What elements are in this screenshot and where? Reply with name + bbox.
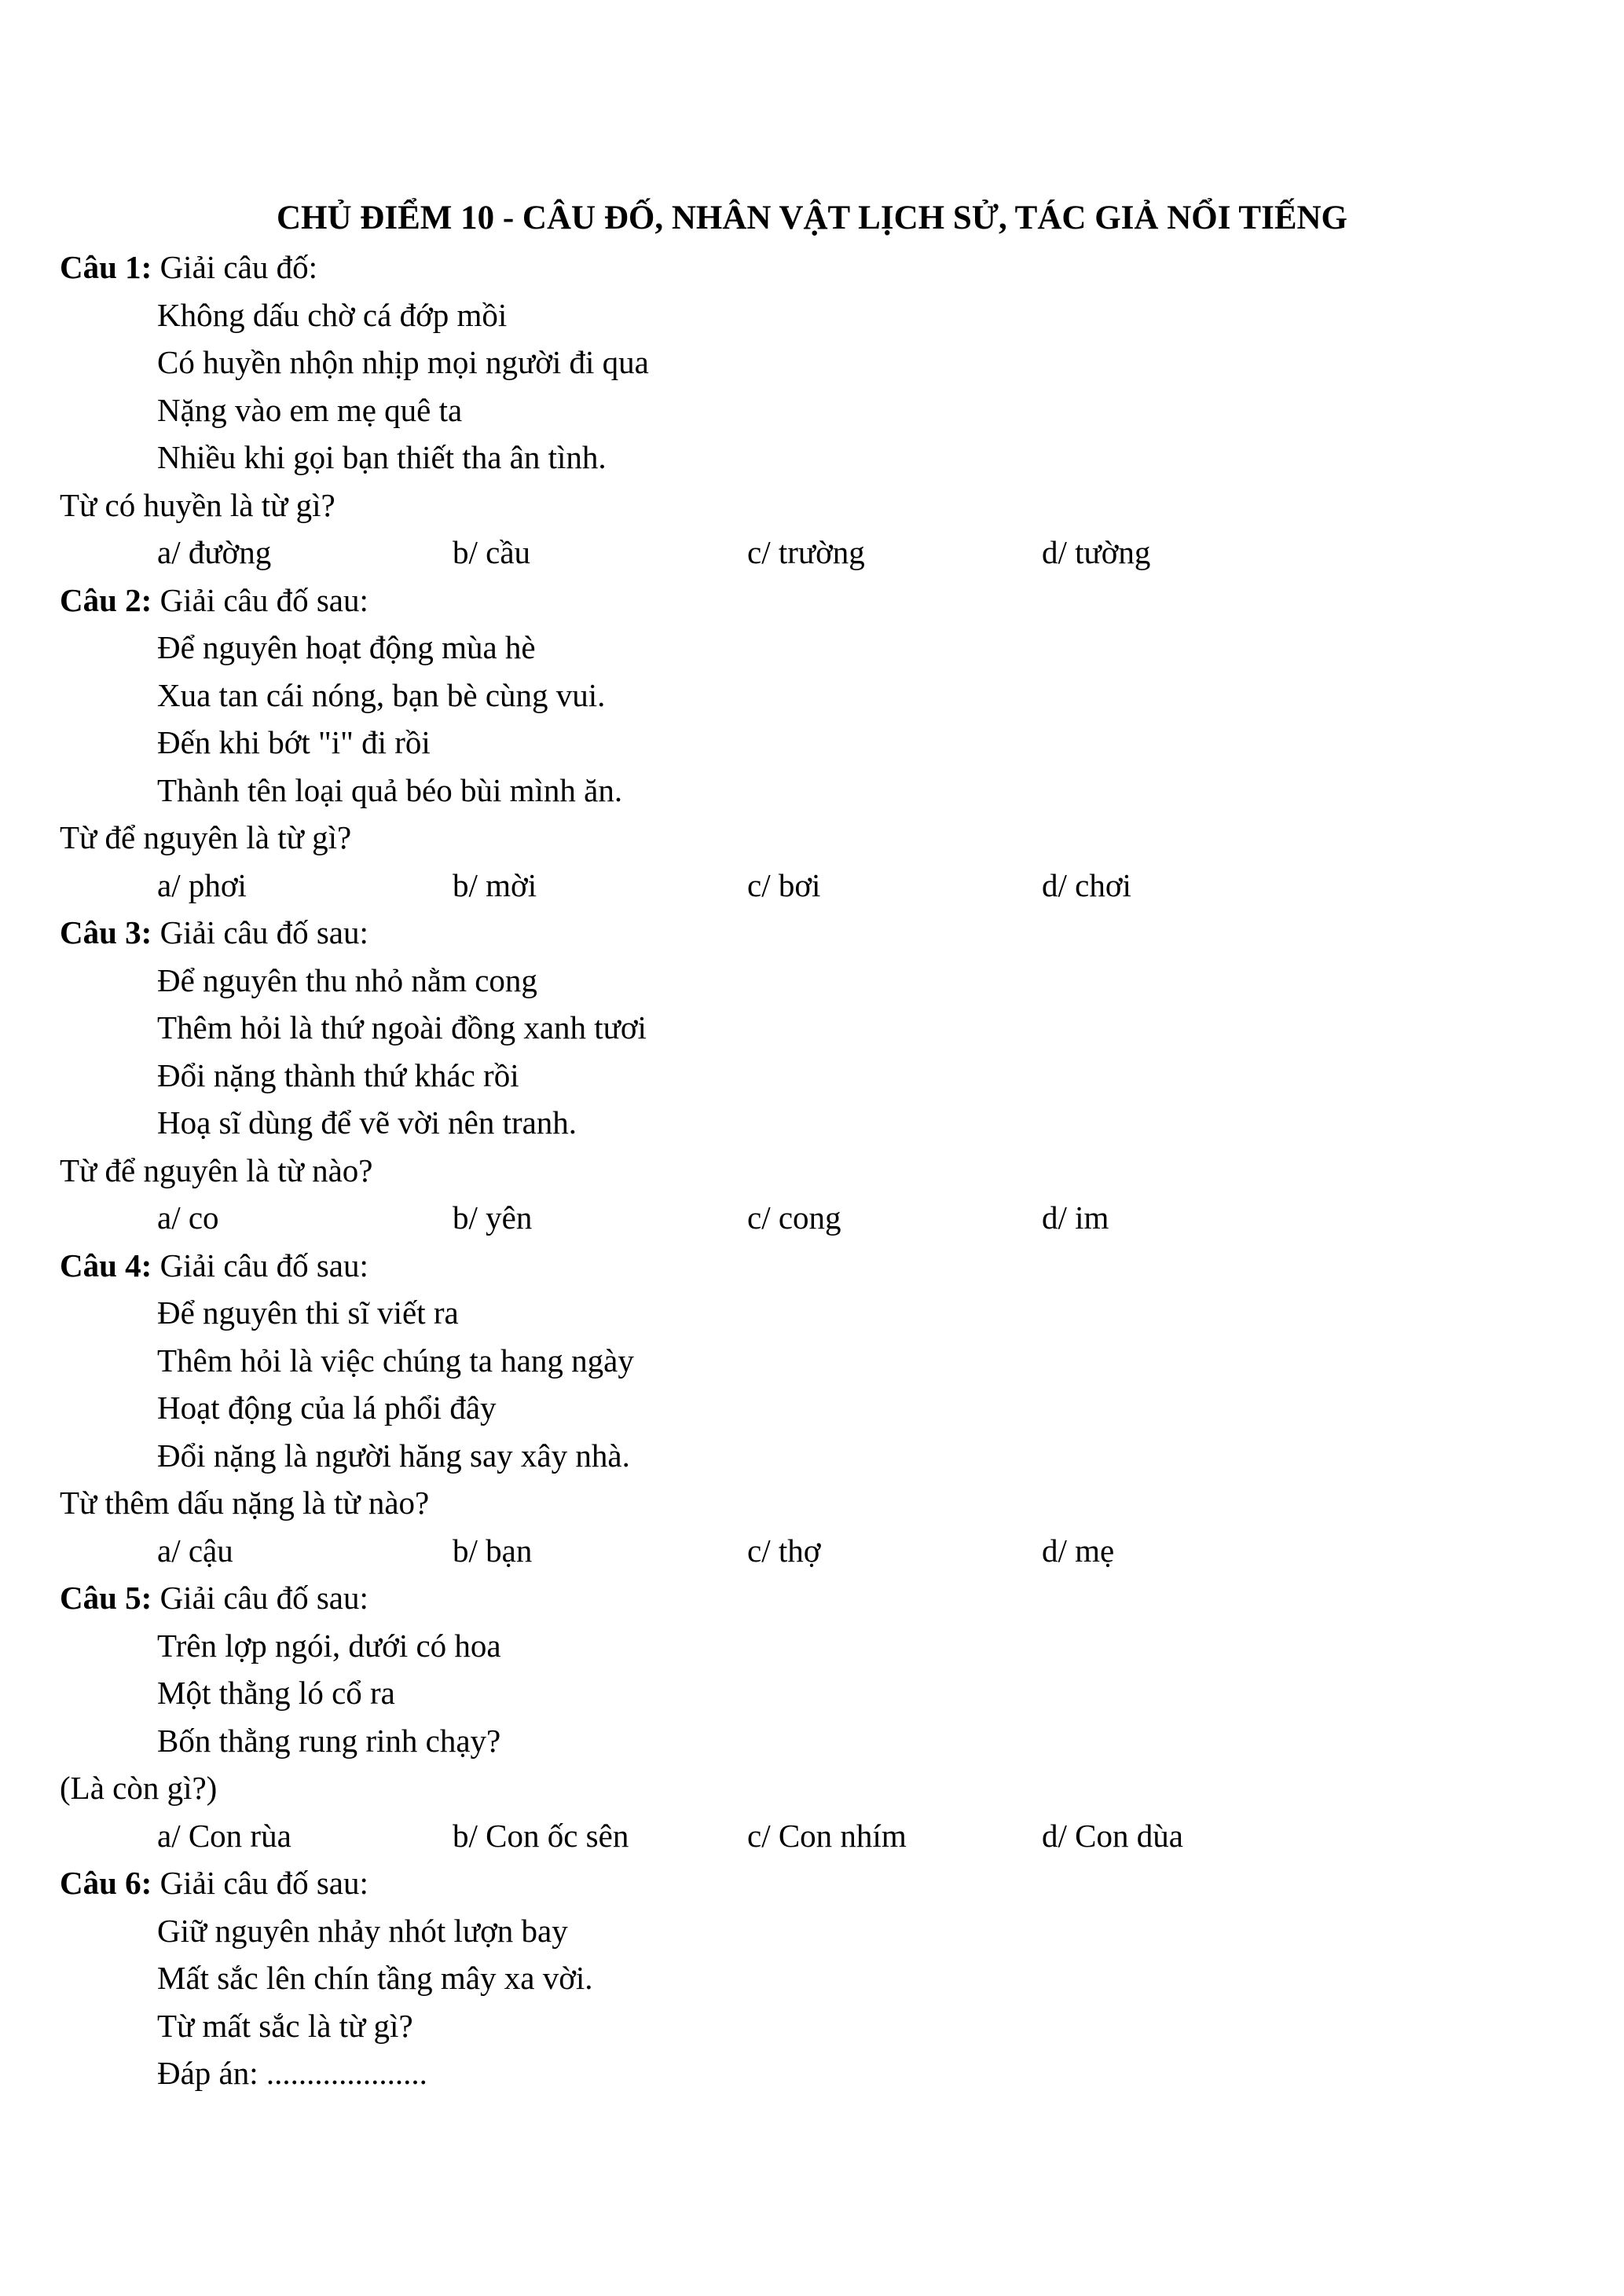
option-a: a/ cậu xyxy=(157,1532,233,1569)
question-label: Câu 6: xyxy=(60,1865,152,1901)
question-3 xyxy=(60,909,1564,1242)
option-c: c/ thợ xyxy=(747,1532,821,1569)
question-prompt: Giải câu đố sau: xyxy=(152,1580,368,1616)
poem-line: Để nguyên thu nhỏ nằm cong xyxy=(157,961,537,998)
question-prompt: Giải câu đố sau: xyxy=(152,914,368,950)
poem-line: Để nguyên hoạt động mùa hè xyxy=(157,629,536,665)
option-b: b/ mời xyxy=(453,866,537,903)
poem-line: Có huyền nhộn nhịp mọi người đi qua xyxy=(157,344,649,380)
option-c: c/ trường xyxy=(747,534,865,570)
answer-options xyxy=(60,1812,1564,1860)
option-d: d/ chơi xyxy=(1042,866,1131,903)
poem-line: Giữ nguyên nhảy nhót lượn bay xyxy=(157,1912,568,1949)
question-list xyxy=(60,244,1564,2097)
question-label: Câu 3: xyxy=(60,914,152,950)
question-prompt: Giải câu đố sau: xyxy=(152,1865,368,1901)
question-prompt: Giải câu đố sau: xyxy=(152,581,368,618)
answer-blank: Đáp án: .................... xyxy=(157,2055,427,2091)
poem-line: Thêm hỏi là thứ ngoài đồng xanh tươi xyxy=(157,1009,647,1045)
question-label: Câu 2: xyxy=(60,581,152,618)
option-c: c/ Con nhím xyxy=(747,1817,907,1854)
option-d: d/ im xyxy=(1042,1199,1109,1236)
poem-line: Bốn thằng rung rinh chạy? xyxy=(157,1722,501,1759)
poem-line: Nặng vào em mẹ quê ta xyxy=(157,391,463,428)
poem-line: Thêm hỏi là việc chúng ta hang ngày xyxy=(157,1342,634,1379)
option-a: a/ co xyxy=(157,1199,219,1236)
option-a: a/ phơi xyxy=(157,866,247,903)
page-title: CHỦ ĐIỂM 10 - CÂU ĐỐ, NHÂN VẬT LỊCH SỬ, TÁC GIẢ NỔI TIẾNG xyxy=(276,200,1348,236)
question-header xyxy=(60,1242,1564,1290)
option-c: c/ bơi xyxy=(747,866,821,903)
poem-line: Từ mất sắc là từ gì? xyxy=(157,2007,413,2044)
option-a: a/ Con rùa xyxy=(157,1817,291,1854)
poem-line: Mất sắc lên chín tầng mây xa vời. xyxy=(157,1960,593,1996)
option-b: b/ bạn xyxy=(453,1532,533,1569)
option-d: d/ mẹ xyxy=(1042,1532,1115,1569)
poem-line: Xua tan cái nóng, bạn bè cùng vui. xyxy=(157,676,606,713)
question-label: Câu 5: xyxy=(60,1580,152,1616)
poem-line: Đến khi bớt "i" đi rồi xyxy=(157,724,431,760)
option-b: b/ Con ốc sên xyxy=(453,1817,629,1854)
question-1 xyxy=(60,244,1564,577)
option-c: c/ cong xyxy=(747,1199,841,1236)
answer-options xyxy=(60,862,1564,910)
question-ask: Từ thêm dấu nặng là từ nào? xyxy=(60,1485,430,1521)
question-header xyxy=(60,909,1564,957)
poem-line: Thành tên loại quả béo bùi mình ăn. xyxy=(157,771,623,808)
question-ask: Từ để nguyên là từ nào? xyxy=(60,1152,373,1188)
question-header xyxy=(60,577,1564,624)
option-a: a/ đường xyxy=(157,534,272,570)
question-ask: (Là còn gì?) xyxy=(60,1770,218,1806)
question-prompt: Giải câu đố: xyxy=(152,249,317,285)
question-ask: Từ để nguyên là từ gì? xyxy=(60,819,352,855)
option-b: b/ yên xyxy=(453,1199,533,1236)
answer-options xyxy=(60,1527,1564,1575)
question-ask: Từ có huyền là từ gì? xyxy=(60,486,335,523)
question-header xyxy=(60,1574,1564,1622)
poem-line: Không dấu chờ cá đớp mồi xyxy=(157,296,508,333)
question-prompt: Giải câu đố sau: xyxy=(152,1247,368,1283)
option-b: b/ cầu xyxy=(453,534,531,570)
question-header xyxy=(60,244,1564,291)
option-d: d/ tường xyxy=(1042,534,1151,570)
poem-line: Nhiều khi gọi bạn thiết tha ân tình. xyxy=(157,439,607,475)
answer-options xyxy=(60,1194,1564,1242)
poem-line: Hoạ sĩ dùng để vẽ vời nên tranh. xyxy=(157,1104,577,1141)
poem-line: Trên lợp ngói, dưới có hoa xyxy=(157,1627,501,1664)
poem-line: Một thằng ló cổ ra xyxy=(157,1675,395,1711)
question-6 xyxy=(60,1859,1564,2097)
question-label: Câu 1: xyxy=(60,249,152,285)
answer-options xyxy=(60,529,1564,577)
poem-line: Hoạt động của lá phổi đây xyxy=(157,1390,497,1426)
poem-line: Đổi nặng thành thứ khác rồi xyxy=(157,1056,519,1093)
poem-line: Để nguyên thi sĩ viết ra xyxy=(157,1294,459,1331)
question-2 xyxy=(60,577,1564,910)
question-header xyxy=(60,1859,1564,1907)
poem-line: Đổi nặng là người hăng say xây nhà. xyxy=(157,1437,630,1474)
question-4 xyxy=(60,1242,1564,1575)
question-5 xyxy=(60,1574,1564,1859)
question-label: Câu 4: xyxy=(60,1247,152,1283)
option-d: d/ Con dùa xyxy=(1042,1817,1183,1854)
